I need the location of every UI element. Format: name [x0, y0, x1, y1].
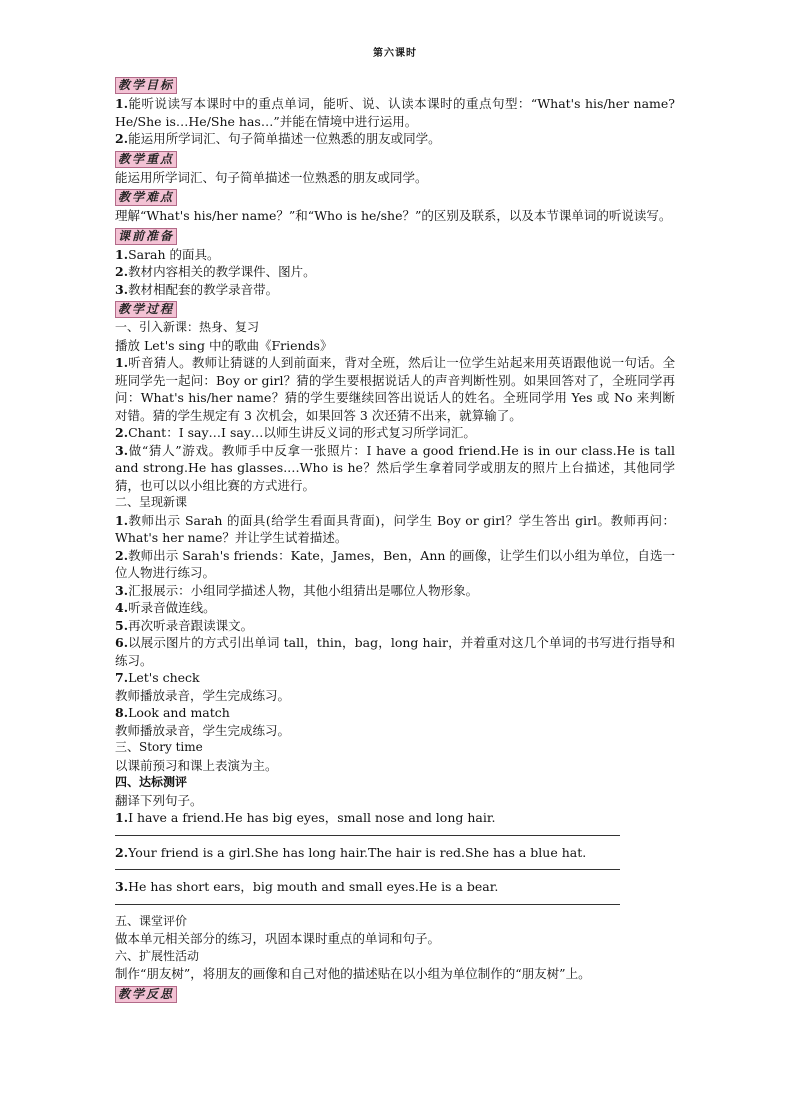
preparation-item [115, 263, 675, 281]
part-heading: 二、呈现新课 [115, 495, 188, 509]
item-text: 教师播放录音，学生完成练习。 [115, 722, 291, 738]
part-text: 做本单元相关部分的练习，巩固本课时重点的单词和句子。 [115, 931, 441, 946]
item-number: 3. [115, 442, 129, 458]
objective-item [115, 95, 675, 130]
part-text: 制作“朋友树”，将朋友的画像和自己对他的描述贴在以小组为单位制作的“朋友树”上。 [115, 966, 591, 981]
lesson-plan-page [115, 48, 675, 1004]
process-item [115, 722, 675, 740]
item-number: 3. [115, 879, 129, 894]
exercise-item [115, 878, 675, 896]
process-item [115, 669, 675, 687]
item-text: 教材相配套的教学录音带。 [128, 281, 279, 297]
process-item [115, 354, 675, 424]
answer-line[interactable] [115, 896, 620, 905]
item-number: 1. [115, 512, 129, 528]
item-number: 1. [115, 810, 129, 825]
item-text: 做“猜人”游戏。教师手中反拿一张照片：I have a good friend.He is in our class.He is tall and strong.He has glasses.…Who is he？然后学生拿着同学或朋友的照片上台描述，其他同学猜，也可以以小组比赛的方式进行。 [115, 442, 675, 493]
part-heading: 一、引入新课：热身、复习 [115, 320, 260, 334]
item-number: 2. [115, 425, 129, 440]
item-text: 能运用所学词汇、句子简单描述一位熟悉的朋友或同学。 [128, 131, 441, 146]
objective-item [115, 130, 675, 148]
item-number: 1. [115, 246, 129, 262]
item-text: Chant：I say…I say…以师生讲反义词的形式复习所学词汇。 [128, 425, 476, 440]
preparation-item [115, 246, 675, 264]
focus-text: 能运用所学词汇、句子简单描述一位熟悉的朋友或同学。 [115, 169, 428, 185]
item-number: 2. [115, 547, 129, 563]
item-number: 2. [115, 131, 129, 146]
process-item [115, 442, 675, 495]
item-text: 教师出示 Sarah 的面具(给学生看面具背面)，问学生 Boy or girl？学生答出 girl。教师再问：What's her name？并让学生试着描述。 [115, 512, 675, 545]
item-text: Your friend is a girl.She has long hair.The hair is red.She has a blue hat. [128, 844, 587, 860]
part-heading: 三、Story time [115, 740, 203, 754]
process-item [115, 512, 675, 547]
preparation-item [115, 281, 675, 299]
item-number: 3. [115, 582, 129, 598]
process-item [115, 599, 675, 617]
item-number: 2. [115, 264, 129, 279]
section-label-difficulty: 教学难点 [115, 189, 177, 206]
process-item [115, 704, 675, 722]
item-text: 汇报展示：小组同学描述人物，其他小组猜出是哪位人物形象。 [128, 582, 479, 598]
item-text: Sarah 的面具。 [128, 246, 220, 262]
item-text: 听音猜人。教师让猜谜的人到前面来，背对全班，然后让一位学生站起来用英语跟他说一句话。全班同学先一起问：Boy or girl？猜的学生要根据说话人的声音判断性别。如果回答对了，全班同学再问：What's his/her name？猜的学生要继续回答出说话人的姓名。全班同学用 Yes 或 No 来判断对错。猜的学生规定有 3 次机会，如果回答 3 次还猜不出来，就算输了。 [115, 355, 675, 423]
exercise-item [115, 844, 675, 862]
section-label-process: 教学过程 [115, 301, 177, 318]
item-text: 教师播放录音，学生完成练习。 [115, 687, 291, 703]
item-number: 5. [115, 617, 129, 633]
section-label-objectives: 教学目标 [115, 77, 177, 94]
section-label-reflection: 教学反思 [115, 986, 177, 1003]
item-number: 8. [115, 705, 129, 720]
item-text: I have a friend.He has big eyes，small nose and long hair. [128, 810, 496, 825]
process-item [115, 424, 675, 442]
exercise-item [115, 809, 675, 827]
page-title: 第六课时 [373, 48, 417, 59]
section-label-preparation: 课前准备 [115, 228, 177, 245]
item-number: 4. [115, 600, 129, 615]
part-intro: 播放 Let's sing 中的歌曲《Friends》 [115, 337, 333, 353]
item-text: 能听说读写本课时中的重点单词，能听、说、认读本课时的重点句型：“What's his/her name? He/She is…He/She has…”并能在情境中进行运用。 [115, 96, 675, 129]
answer-line[interactable] [115, 861, 620, 870]
part-instruction: 翻译下列句子。 [115, 792, 203, 808]
process-item [115, 687, 675, 705]
item-number: 1. [115, 355, 129, 370]
item-text: Let's check [128, 670, 200, 685]
item-number: 3. [115, 281, 129, 297]
item-text: 以展示图片的方式引出单词 tall，thin，bag，long hair，并着重对这几个单词的书写进行指导和练习。 [115, 635, 675, 668]
item-text: 听录音做连线。 [128, 600, 216, 615]
difficulty-text: 理解“What's his/her name？”和“Who is he/she？”的区别及联系，以及本节课单词的听说读写。 [115, 208, 672, 223]
process-item [115, 582, 675, 600]
item-text: Look and match [128, 705, 230, 720]
item-number: 2. [115, 844, 129, 860]
part-heading: 四、达标测评 [115, 775, 188, 789]
item-text: 教师出示 Sarah's friends：Kate，James，Ben，Ann 的画像，让学生们以小组为单位，自选一位人物进行练习。 [115, 547, 675, 580]
part-heading: 六、扩展性活动 [115, 948, 200, 963]
item-number: 7. [115, 670, 129, 685]
item-number: 6. [115, 635, 129, 650]
item-number: 1. [115, 96, 129, 111]
item-text: 教材内容相关的教学课件、图片。 [128, 264, 316, 279]
part-heading: 五、课堂评价 [115, 913, 188, 928]
part-text: 以课前预习和课上表演为主。 [115, 757, 278, 773]
answer-line[interactable] [115, 827, 620, 836]
section-label-focus: 教学重点 [115, 151, 177, 168]
item-text: 再次听录音跟读课文。 [128, 617, 254, 633]
process-item [115, 547, 675, 582]
process-item [115, 634, 675, 669]
item-text: He has short ears，big mouth and small eyes.He is a bear. [128, 879, 499, 894]
process-item [115, 617, 675, 635]
